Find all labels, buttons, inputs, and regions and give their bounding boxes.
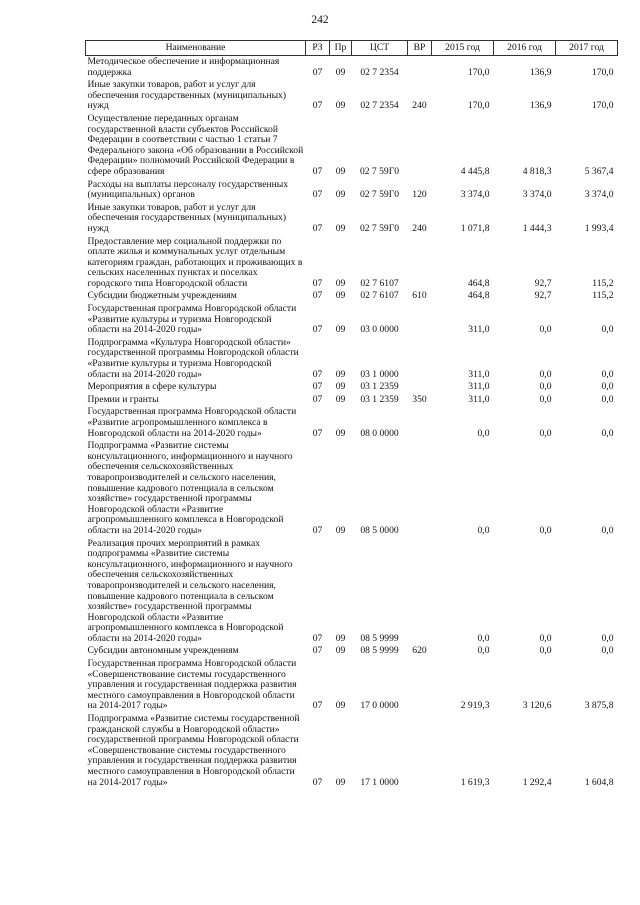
row-value-2016: 0,0 — [539, 632, 552, 644]
row-value-2017: 1 604,8 — [584, 776, 614, 788]
table-row — [86, 538, 618, 646]
table-row — [86, 290, 618, 303]
row-name: Государственная программа Новгородской области «Развитие агропромышленного комплекса в Новгородской области на 2014-2020 годы» — [87, 406, 297, 439]
row-cst: 02 7 2354 — [360, 66, 399, 78]
table-row — [86, 406, 618, 440]
row-value-2017: 3 374,0 — [584, 189, 614, 201]
row-value-2016: 0,0 — [539, 381, 552, 393]
row-vr — [408, 56, 432, 80]
row-pr: 09 — [335, 700, 346, 712]
row-vr — [408, 381, 432, 394]
row-rz: 07 — [312, 222, 323, 234]
row-vr — [408, 406, 432, 440]
row-pr: 09 — [335, 645, 346, 657]
row-name: Премии и гранты — [87, 393, 159, 405]
row-value-2015: 0,0 — [477, 645, 490, 657]
row-vr: 350 — [412, 393, 427, 405]
row-value-2015: 1 619,3 — [460, 776, 490, 788]
row-rz: 07 — [312, 776, 323, 788]
table-row — [86, 337, 618, 381]
row-rz: 07 — [312, 100, 323, 112]
row-cst: 08 5 9999 — [360, 632, 399, 644]
row-pr: 09 — [335, 368, 346, 380]
row-value-2016: 0,0 — [539, 524, 552, 536]
row-cst: 08 0 0000 — [360, 427, 399, 439]
row-value-2015: 311,0 — [468, 393, 490, 405]
row-name: Государственная программа Новгородской области «Развитие культуры и туризма Новгородской области на 2014-2020 годы» — [87, 303, 297, 336]
row-pr: 09 — [335, 189, 346, 201]
row-rz: 07 — [312, 427, 323, 439]
table-row — [86, 56, 618, 80]
row-value-2016: 3 374,0 — [522, 189, 552, 201]
row-pr: 09 — [335, 277, 346, 289]
row-rz: 07 — [312, 277, 323, 289]
row-value-2015: 170,0 — [467, 66, 490, 78]
row-cst: 17 0 0000 — [360, 700, 399, 712]
table-row — [86, 79, 618, 113]
table-row — [86, 113, 618, 179]
row-value-2017: 0,0 — [601, 632, 614, 644]
row-vr — [408, 440, 432, 537]
row-rz: 07 — [312, 645, 323, 657]
table-row — [86, 381, 618, 394]
row-value-2017: 0,0 — [601, 324, 614, 336]
row-pr: 09 — [335, 381, 346, 393]
table-row — [86, 394, 618, 407]
row-value-2017: 0,0 — [601, 427, 614, 439]
row-cst: 03 1 0000 — [360, 368, 399, 380]
row-rz: 07 — [312, 368, 323, 380]
row-cst: 08 5 0000 — [360, 524, 399, 536]
row-cst: 02 7 59Г0 — [359, 189, 400, 201]
row-name: Расходы на выплаты персоналу государственных (муниципальных) органов — [87, 178, 289, 201]
row-name: Методическое обеспечение и информационная поддержка — [87, 56, 280, 78]
row-pr: 09 — [335, 776, 346, 788]
row-rz: 07 — [312, 700, 323, 712]
row-value-2015: 311,0 — [468, 368, 490, 380]
row-value-2015: 4 445,8 — [460, 165, 490, 177]
row-value-2017: 0,0 — [601, 524, 614, 536]
row-vr — [408, 303, 432, 337]
row-vr — [408, 337, 432, 381]
table-row — [86, 303, 618, 337]
row-vr: 240 — [412, 100, 427, 112]
row-rz: 07 — [312, 381, 323, 393]
row-value-2017: 3 875,8 — [584, 700, 614, 712]
row-vr — [408, 113, 432, 179]
row-rz: 07 — [312, 165, 323, 177]
row-value-2016: 0,0 — [539, 393, 552, 405]
row-name: Мероприятия в сфере культуры — [87, 381, 217, 393]
row-pr: 09 — [335, 165, 346, 177]
header-2016: 2016 год — [494, 41, 556, 56]
row-value-2016: 3 120,6 — [522, 700, 552, 712]
row-cst: 02 7 59Г0 — [359, 222, 400, 234]
row-value-2015: 0,0 — [477, 427, 490, 439]
row-value-2016: 92,7 — [534, 290, 552, 302]
row-rz: 07 — [312, 189, 323, 201]
row-value-2017: 170,0 — [591, 100, 614, 112]
row-value-2016: 0,0 — [539, 368, 552, 380]
row-value-2015: 1 071,8 — [460, 222, 490, 234]
row-pr: 09 — [335, 290, 346, 302]
row-cst: 03 1 2359 — [360, 393, 399, 405]
row-value-2017: 170,0 — [591, 66, 614, 78]
row-value-2015: 311,0 — [468, 381, 490, 393]
row-name: Субсидии автономным учреждениям — [87, 645, 239, 657]
row-name: Реализация прочих мероприятий в рамках подпрограммы «Развитие системы консультационного, информационного и научного обеспечения сельскохозяйственных товаропроизводителей и сельского населения, повышение кадрового потенциала в сельском хозяйстве» государственной программы Новгородской области «Развитие агропромышленного комплекса в Новгородской области на 2014-2020 годы» — [87, 537, 293, 644]
header-2017: 2017 год — [556, 41, 618, 56]
row-name: Подпрограмма «Развитие системы государственной гражданской службы в Новгородской области» государственной программы Новгородской области «Совершенствование системы государственного управления и государственная поддержка развития местного самоуправления в Новгородской области на 2014-2017 годы» — [87, 713, 300, 788]
row-rz: 07 — [312, 524, 323, 536]
row-pr: 09 — [335, 427, 346, 439]
table-row — [86, 645, 618, 658]
row-rz: 07 — [312, 324, 323, 336]
row-cst: 02 7 6107 — [360, 277, 399, 289]
row-pr: 09 — [335, 324, 346, 336]
header-rz: РЗ — [306, 41, 330, 56]
row-value-2017: 1 993,4 — [584, 222, 614, 234]
header-name: Наименование — [86, 41, 306, 56]
row-value-2015: 2 919,3 — [460, 700, 490, 712]
row-value-2015: 464,8 — [467, 290, 490, 302]
row-name: Подпрограмма «Развитие системы консультационного, информационного и научного обеспечения сельскохозяйственных товаропроизводителей и сельского населения, повышение кадрового потенциала в сельском хозяйстве» государственной программы Новгородской области «Развитие агропромышленного комплекса в Новгородской области на 2014-2020 годы» — [87, 440, 293, 536]
row-value-2017: 115,2 — [592, 290, 614, 302]
row-rz: 07 — [312, 393, 323, 405]
row-pr: 09 — [335, 524, 346, 536]
row-rz: 07 — [312, 66, 323, 78]
row-vr: 610 — [412, 290, 427, 302]
row-pr: 09 — [335, 66, 346, 78]
row-value-2016: 0,0 — [539, 324, 552, 336]
row-value-2015: 0,0 — [477, 632, 490, 644]
header-vr: ВР — [408, 41, 432, 56]
row-name: Осуществление переданных органам государственной власти субъектов Российской Федерации в соответствии с частью 1 статьи 7 Федерального закона «Об образовании в Российской Федерации» полномочий Российской Федерации в сфере образования — [87, 112, 304, 177]
row-cst: 02 7 59Г0 — [359, 165, 400, 177]
row-value-2016: 0,0 — [539, 427, 552, 439]
table-header-row — [86, 41, 618, 56]
row-value-2017: 0,0 — [601, 368, 614, 380]
row-cst: 08 5 9999 — [360, 645, 399, 657]
row-pr: 09 — [335, 222, 346, 234]
row-cst: 02 7 2354 — [360, 100, 399, 112]
row-value-2016: 0,0 — [539, 645, 552, 657]
row-name: Подпрограмма «Культура Новгородской области» государственной программы Новгородской области «Развитие культуры и туризма Новгородской области на 2014-2020 годы» — [87, 336, 299, 380]
row-name: Субсидии бюджетным учреждениям — [87, 290, 237, 302]
row-vr — [408, 538, 432, 646]
row-value-2016: 1 292,4 — [522, 776, 552, 788]
page-number: 242 — [311, 14, 329, 26]
header-cst: ЦСТ — [352, 41, 408, 56]
row-value-2017: 115,2 — [592, 277, 614, 289]
row-value-2016: 4 818,3 — [522, 165, 552, 177]
row-pr: 09 — [335, 100, 346, 112]
table-row — [86, 440, 618, 537]
row-name: Государственная программа Новгородской области «Совершенствование системы государственного управления и государственная поддержка развития местного самоуправления в Новгородской области на 2014-2017 годы» — [87, 658, 297, 712]
row-vr: 620 — [412, 645, 427, 657]
row-value-2017: 0,0 — [601, 381, 614, 393]
row-value-2015: 0,0 — [477, 524, 490, 536]
row-pr: 09 — [335, 632, 346, 644]
row-pr: 09 — [335, 393, 346, 405]
row-vr: 240 — [412, 222, 427, 234]
row-name: Иные закупки товаров, работ и услуг для обеспечения государственных (муниципальных) нужд — [87, 79, 287, 112]
row-name: Предоставление мер социальной поддержки по оплате жилья и коммунальных услуг отдельным категориям граждан, работающих и проживающих в сельских населенных пунктах и поселках городского типа Новгородской области — [87, 235, 303, 289]
row-vr: 120 — [412, 189, 427, 201]
row-value-2017: 5 367,4 — [584, 165, 614, 177]
row-value-2016: 136,9 — [529, 66, 552, 78]
row-vr — [408, 713, 432, 789]
budget-table — [85, 40, 618, 789]
row-value-2017: 0,0 — [601, 393, 614, 405]
row-cst: 03 0 0000 — [360, 324, 399, 336]
row-vr — [408, 658, 432, 713]
table-row — [86, 713, 618, 789]
header-pr: Пр — [330, 41, 352, 56]
row-cst: 03 1 2359 — [360, 381, 399, 393]
row-name: Иные закупки товаров, работ и услуг для обеспечения государственных (муниципальных) нужд — [87, 201, 287, 234]
table-body — [86, 56, 618, 790]
row-value-2017: 0,0 — [601, 645, 614, 657]
row-rz: 07 — [312, 290, 323, 302]
table-row — [86, 658, 618, 713]
row-value-2016: 1 444,3 — [522, 222, 552, 234]
table-row — [86, 202, 618, 236]
row-cst: 02 7 6107 — [360, 290, 399, 302]
row-value-2015: 3 374,0 — [460, 189, 490, 201]
row-value-2015: 464,8 — [467, 277, 490, 289]
row-rz: 07 — [312, 632, 323, 644]
table-row — [86, 236, 618, 291]
row-vr — [408, 236, 432, 291]
row-value-2016: 136,9 — [529, 100, 552, 112]
table-row — [86, 179, 618, 202]
row-cst: 17 1 0000 — [360, 776, 399, 788]
row-value-2015: 311,0 — [468, 324, 490, 336]
row-value-2015: 170,0 — [467, 100, 490, 112]
row-value-2016: 92,7 — [534, 277, 552, 289]
header-2015: 2015 год — [432, 41, 494, 56]
